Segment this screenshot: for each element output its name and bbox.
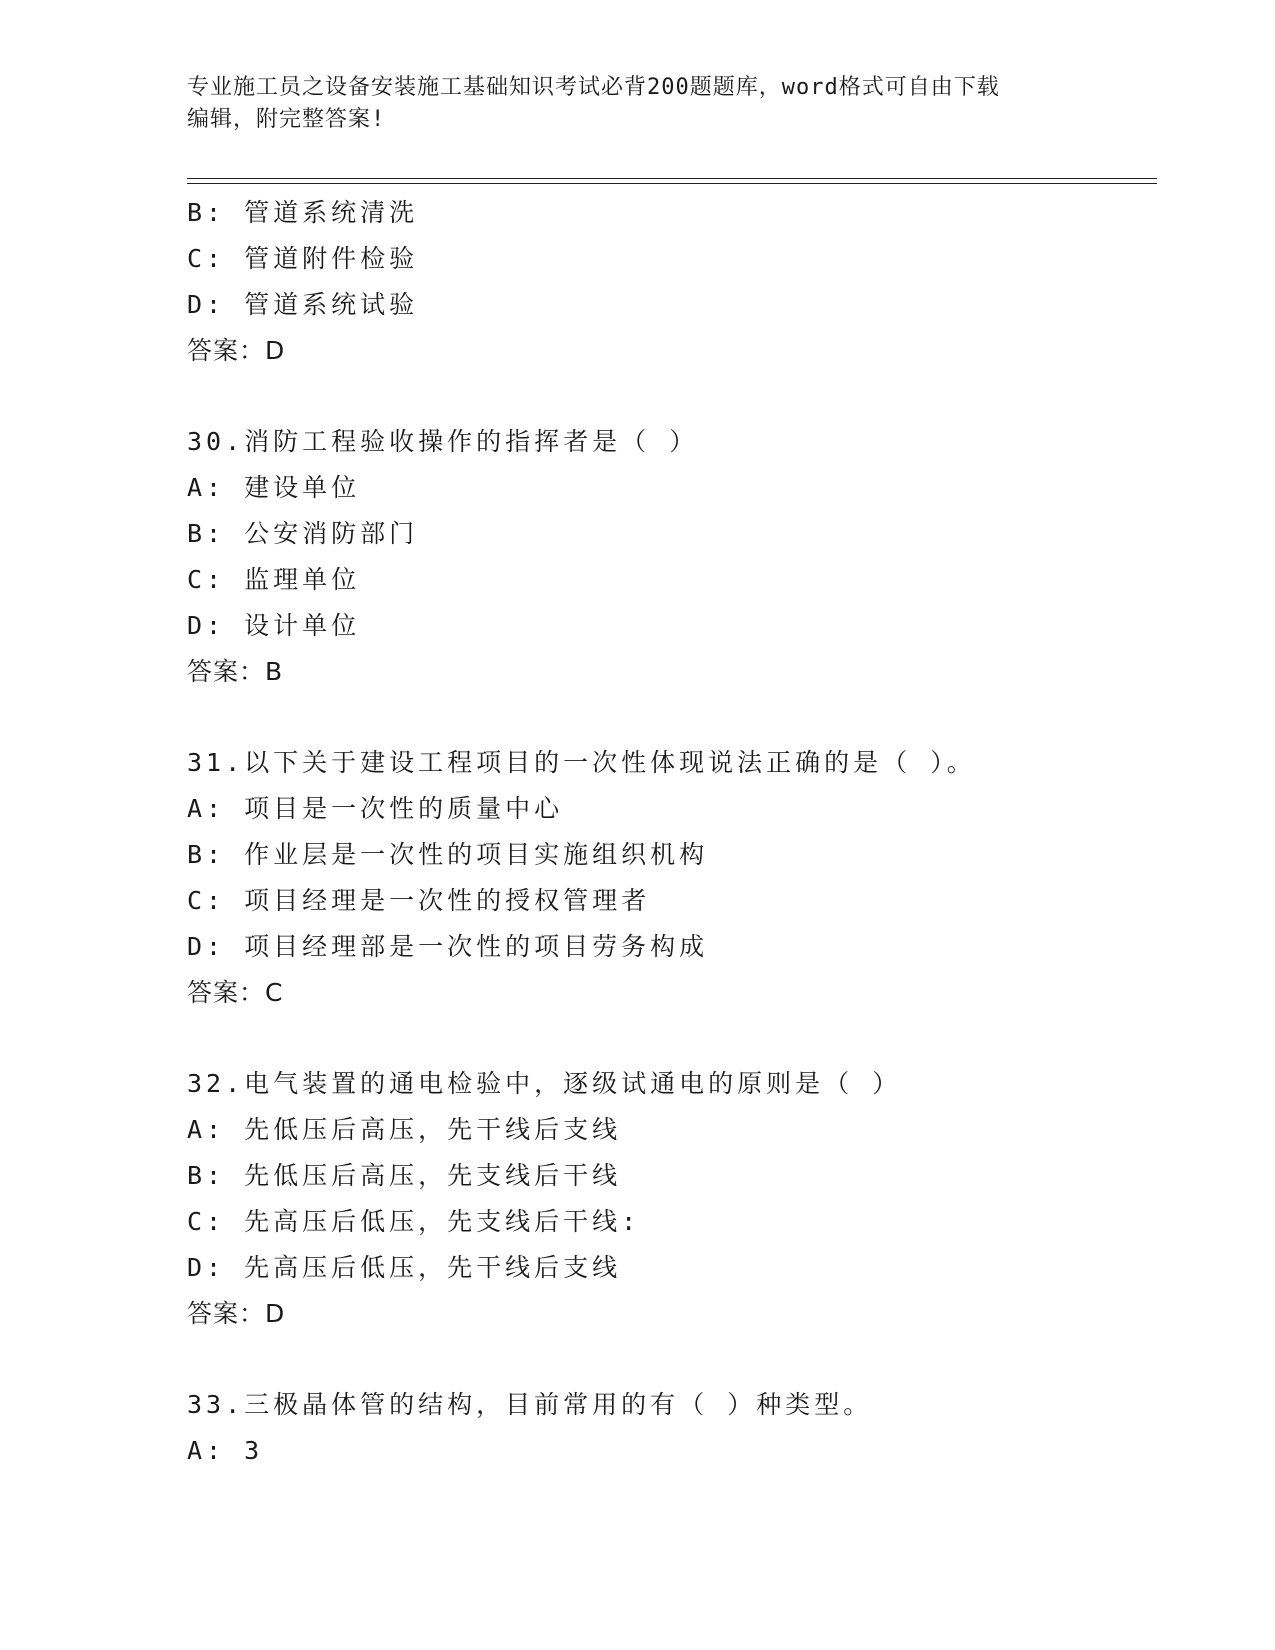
header-divider	[187, 178, 1157, 184]
question-list	[187, 190, 1157, 1474]
option-b: B: 作业层是一次性的项目实施组织机构	[187, 840, 709, 869]
option-a: A: 先低压后高压，先干线后支线	[187, 1115, 622, 1144]
option-a: A: 建设单位	[187, 473, 361, 502]
option-b: B: 先低压后高压，先支线后干线	[187, 1161, 622, 1190]
answer-line: 答案：B	[187, 657, 284, 686]
option-c: C: 监理单位	[187, 565, 361, 594]
header-title-line-2: 编辑，附完整答案!	[187, 107, 386, 132]
question-block-33	[187, 1382, 1157, 1474]
option-d: D: 管道系统试验	[187, 290, 419, 319]
document-header	[187, 72, 1067, 136]
question-block-32	[187, 1061, 1157, 1337]
option-c: C: 项目经理是一次性的授权管理者	[187, 886, 651, 915]
option-c: C: 管道附件检验	[187, 244, 419, 273]
option-b: B: 管道系统清洗	[187, 198, 419, 227]
question-block-29	[187, 190, 1157, 374]
answer-line: 答案：D	[187, 336, 286, 365]
option-d: D: 设计单位	[187, 611, 361, 640]
question-text: 33.三极晶体管的结构，目前常用的有（ ）种类型。	[187, 1390, 873, 1419]
question-text: 32.电气装置的通电检验中，逐级试通电的原则是（ ）	[187, 1069, 902, 1098]
option-b: B: 公安消防部门	[187, 519, 419, 548]
answer-line: 答案：D	[187, 1299, 286, 1328]
option-c: C: 先高压后低压，先支线后干线:	[187, 1207, 641, 1236]
option-d: D: 项目经理部是一次性的项目劳务构成	[187, 932, 709, 961]
header-title-line-1: 专业施工员之设备安装施工基础知识考试必背200题题库，word格式可自由下载	[187, 75, 1000, 100]
question-block-31	[187, 740, 1157, 1016]
option-d: D: 先高压后低压，先干线后支线	[187, 1253, 622, 1282]
option-a: A: 项目是一次性的质量中心	[187, 794, 564, 823]
answer-line: 答案：C	[187, 978, 284, 1007]
option-a: A: 3	[187, 1436, 264, 1465]
question-block-30	[187, 419, 1157, 695]
question-text: 31.以下关于建设工程项目的一次性体现说法正确的是（ ）。	[187, 748, 976, 777]
question-text: 30.消防工程验收操作的指挥者是（ ）	[187, 427, 699, 456]
